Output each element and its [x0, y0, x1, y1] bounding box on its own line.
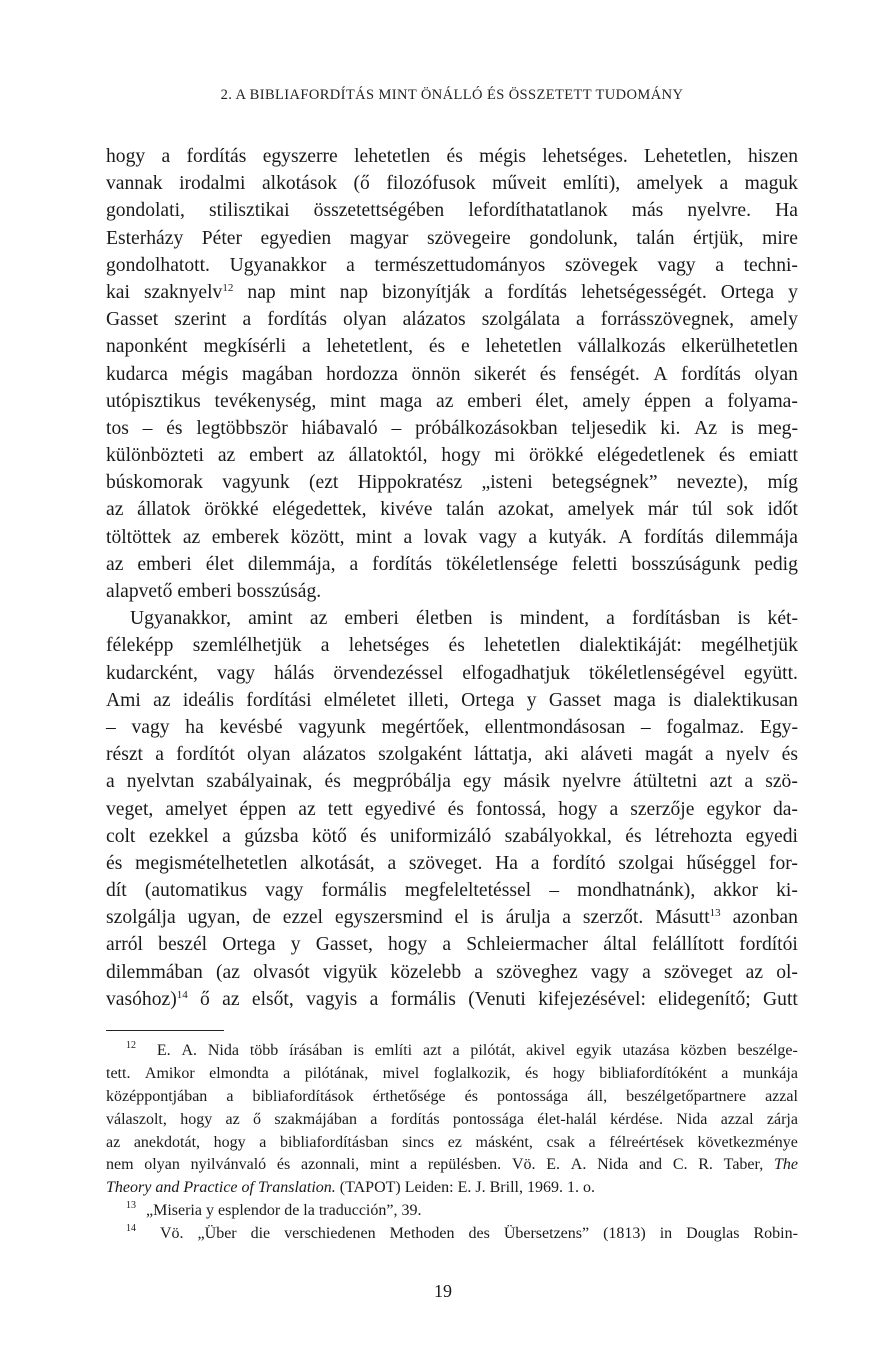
body-line: arról beszél Ortega y Gasset, hogy a Schleiermacher által felállított fordítói [106, 934, 798, 956]
body-line: kudarcként, vagy hálás örvendezéssel elfogadhatjuk tökéletlenségével együtt. [106, 662, 798, 684]
body-line: hogy a fordítás egyszerre lehetetlen és mégis lehetséges. Lehetetlen, hiszen [106, 146, 798, 167]
body-line: Ugyanakkor, amint az emberi életben is mindent, a fordításban is két- [130, 608, 798, 630]
footnote-12: 12 E. A. Nida több írásában is említi azt a pilótát, akivel egyik utazása közben beszélge- [106, 1040, 798, 1063]
body-line: búskomorak vagyunk (ezt Hippokratész „isteni betegségnek” nevezte), míg [106, 472, 798, 494]
footnote-line: az anekdotát, hogy a bibliafordításban sincs ez másként, csak a félreértések következménye [106, 1133, 798, 1151]
body-line: veget, amelyet éppen az tett egyedivé és fontossá, hogy a szerzője egykor da- [106, 798, 798, 820]
body-line: Esterházy Péter egyedien magyar szövegeire gondolunk, talán értjük, mire [106, 227, 798, 249]
footnote-line: Theory and Practice of Translation. (TAPOT) Leiden: E. J. Brill, 1969. 1. o. [106, 1179, 595, 1197]
footnote-number: 13 [126, 1200, 136, 1212]
body-line: vasóhoz)$^{14}$ ő az elsőt, vagyis a formális (Venuti kifejezésével: elidegenítő; Gutt [106, 988, 798, 1010]
footnote-number: 12 [126, 1040, 136, 1051]
footnote-line: tett. Amikor elmondta a pilótának, mivel foglalkozik, és hogy bibliafordítóként a munkája [106, 1064, 798, 1082]
body-line: gondolati, stilisztikai összetettségében lefordíthatatlanok más nyelvre. Ha [106, 200, 798, 222]
body-line: colt ezekkel a gúzsba kötő és uniformizáló szabályokkal, és létrehozta egyedi [106, 825, 798, 847]
body-line: Gasset szerint a fordítás olyan alázatos szolgálata a forrásszövegnek, amely [106, 309, 798, 331]
body-line: vannak irodalmi alkotások (ő filozófusok műveit említi), amelyek a maguk [106, 173, 798, 195]
footnote-line: válaszolt, hogy az ő szakmájában a fordítás pontossága élet-halál kérdése. Nida azzal zárja [106, 1110, 798, 1128]
body-line: – vagy ha kevésbé vagyunk megértőek, ellentmondásosan – fogalmaz. Egy- [106, 716, 798, 738]
body-line: tos – és legtöbbször hiábavaló – próbálkozásokban teljesedik ki. Az is meg- [106, 417, 798, 439]
footnote-separator [106, 1030, 224, 1031]
body-line: az emberi élet dilemmája, a fordítás tökéletlensége feletti bosszúságunk pedig [106, 553, 798, 575]
body-line: utópisztikus tevékenység, mint maga az emberi élet, amely éppen a folyama- [106, 390, 798, 412]
footnote-line: nem olyan nyilvánvaló és azonnali, mint a repülésben. Vö. E. A. Nida and C. R. Taber, The [106, 1156, 798, 1174]
body-line: féleképp szemlélhetjük a lehetséges és lehetetlen dialektikáját: megélhetjük [106, 635, 798, 657]
body-line: és megismételhetetlen alkotását, a szöveget. Ha a fordító szolgai hűséggel for- [106, 852, 798, 874]
footnote-13: 13 „Miseria y esplendor de la traducción”, 39. [106, 1200, 798, 1223]
body-line: Ami az ideális fordítási elméletet illeti, Ortega y Gasset maga is dialektikusan [106, 689, 798, 711]
body-line: dilemmában (az olvasót vigyük közelebb a szöveghez vagy a szöveget az ol- [106, 961, 798, 983]
footnote-reference[interactable]: 12 [222, 281, 234, 294]
body-line: különbözteti az embert az állatoktól, hogy mi örökké elégedetlenek és emiatt [106, 445, 798, 467]
body-line: részt a fordítót olyan alázatos szolgaként láttatja, aki aláveti magát a nyelv és [106, 744, 798, 766]
footnote-14: 14 Vö. „Über die verschiedenen Methoden des Übersetzens” (1813) in Douglas Robin- [106, 1223, 798, 1246]
body-line: gondolhatott. Ugyanakkor a természettudományos szövegek vagy a techni- [106, 254, 798, 276]
body-text [106, 143, 798, 1013]
body-line: kudarca mégis magában hordozza önnön sikerét és fenségét. A fordítás olyan [106, 363, 798, 385]
page-number: 19 [434, 1281, 452, 1301]
body-line: kai szaknyelv$^{12}$ nap mint nap bizonyítják a fordítás lehetségességét. Ortega y [106, 281, 798, 303]
running-header: 2. A BIBLIAFORDÍTÁS MINT ÖNÁLLÓ ÉS ÖSSZETETT TUDOMÁNY [220, 87, 684, 103]
body-line: naponként megkísérli a lehetetlent, és e lehetetlen vállalkozás elkerülhetetlen [106, 336, 798, 358]
body-line: szolgálja ugyan, de ezzel egyszersmind el is árulja a szerzőt. Másutt$^{13}$ azonban [106, 907, 798, 929]
body-line: a nyelvtan szabályainak, és megpróbálja egy másik nyelvre átültetni azt a szö- [106, 771, 798, 793]
body-line: az állatok örökké elégedettek, kivéve talán azokat, amelyek már túl sok időt [106, 499, 798, 521]
body-line: alapvető emberi bosszúság. [106, 581, 322, 602]
body-line: dít (automatikus vagy formális megfeleltetéssel – mondhatnánk), akkor ki- [106, 880, 798, 902]
footnote-reference[interactable]: 13 [709, 907, 721, 920]
footnotes [106, 1040, 798, 1246]
body-line: töltöttek az emberek között, mint a lovak vagy a kutyák. A fordítás dilemmája [106, 526, 798, 548]
footnote-line: középpontjában a bibliafordítások érthetősége és pontossága áll, beszélgetőpartnere azzal [106, 1087, 798, 1105]
footnote-reference[interactable]: 14 [176, 988, 188, 1001]
footnote-number: 14 [126, 1223, 136, 1235]
